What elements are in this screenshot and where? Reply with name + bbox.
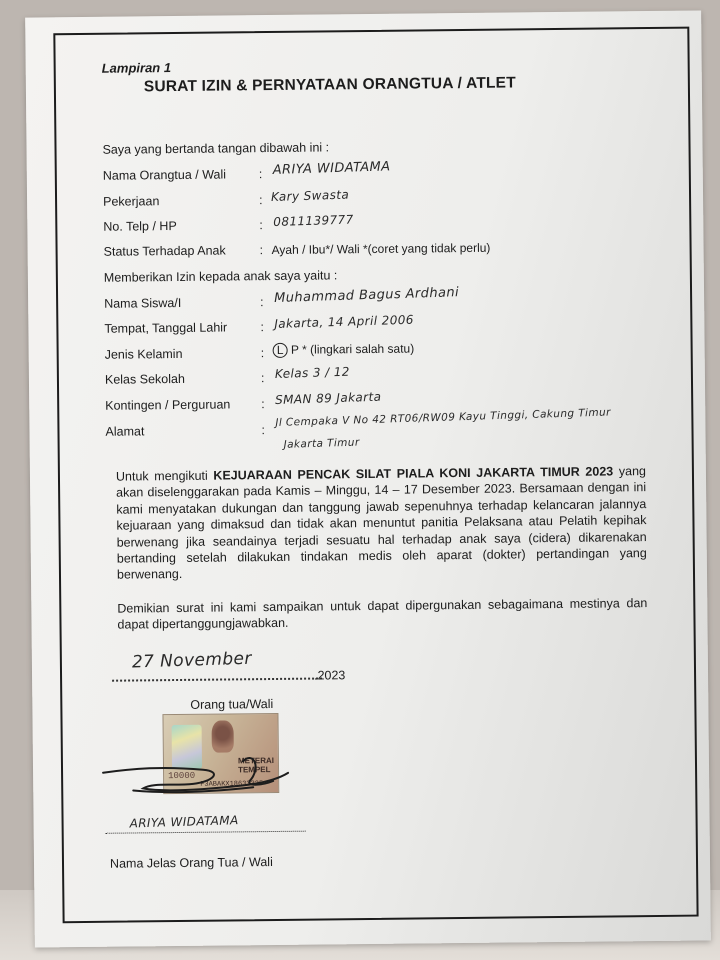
colon: : bbox=[258, 167, 263, 182]
closing-paragraph bbox=[117, 595, 647, 633]
field-value-gender bbox=[273, 342, 415, 358]
colon: : bbox=[260, 295, 264, 310]
colon: : bbox=[261, 397, 265, 412]
document-page bbox=[25, 10, 711, 947]
statement-body: yang akan diselenggarakan pada Kamis – Minggu, 14 – 17 Desember 2023. Bersamaan dengan ini kami menyatakan dukungan dan tanggung jawab sepenuhnya terhadap kelancaran jalannya kejuaraan yang dimaksud dan tidak akan menuntut panitia Pelaksana atau Pelatih kepihak berwenang jika seandainya terjadi sesuatu hal terhadap anak saya (cidera) dikarenakan bertanding setelah dilakukan tindakan medis oleh aparat (dokter) pertandingan yang berwenang. bbox=[116, 464, 647, 583]
field-label-parent-name: Nama Orangtua / Wali bbox=[102, 167, 227, 183]
colon: : bbox=[260, 346, 265, 361]
field-label-gender: Jenis Kelamin bbox=[104, 346, 183, 362]
gender-options: P * (lingkari salah satu) bbox=[290, 341, 415, 357]
colon: : bbox=[261, 423, 266, 438]
closing-text: Demikian surat ini kami sampaikan untuk dapat dipergunakan sebagaimana mestinya dan dapat dipertanggungjawabkan. bbox=[117, 596, 648, 633]
signature-scribble bbox=[93, 721, 294, 813]
colon: : bbox=[259, 218, 263, 233]
colon: : bbox=[259, 243, 264, 258]
field-value-phone: 0811139777 bbox=[273, 212, 354, 229]
field-value-parent-name: ARIYA WIDATAMA bbox=[272, 159, 391, 178]
signature-date: 27 November bbox=[131, 648, 253, 673]
field-value-birth: Jakarta, 14 April 2006 bbox=[274, 312, 415, 331]
field-value-occupation: Kary Swasta bbox=[270, 187, 350, 204]
field-label-status: Status Terhadap Anak bbox=[103, 243, 226, 259]
event-name: KEJUARAAN PENCAK SILAT PIALA KONI JAKARTA TIMUR 2023 bbox=[213, 464, 614, 483]
field-label-occupation: Pekerjaan bbox=[103, 194, 160, 209]
gender-circled-l: L bbox=[273, 343, 288, 358]
signer-name: ARIYA WIDATAMA bbox=[129, 813, 239, 831]
stamp-label-line1: METERAI bbox=[237, 756, 274, 766]
colon: : bbox=[260, 371, 265, 386]
stamp-label-line2: TEMPEL bbox=[237, 765, 271, 775]
permission-intro: Memberikan Izin kepada anak saya yaitu : bbox=[103, 268, 338, 285]
field-label-student-name: Nama Siswa/I bbox=[104, 295, 182, 311]
field-label-phone: No. Telp / HP bbox=[103, 218, 177, 234]
attachment-label: Lampiran 1 bbox=[101, 60, 172, 76]
statement-lead: Untuk mengikuti bbox=[115, 468, 208, 484]
colon: : bbox=[259, 193, 263, 208]
field-value-student-name: Muhammad Bagus Ardhani bbox=[273, 285, 460, 306]
field-value-contingent: SMAN 89 Jakarta bbox=[274, 389, 382, 407]
field-label-class: Kelas Sekolah bbox=[104, 371, 185, 387]
field-value-status: Ayah / Ibu*/ Wali *(coret yang tidak perlu) bbox=[271, 240, 491, 257]
signer-role: Orang tua/Wali bbox=[190, 697, 274, 712]
stamp-value: 10000 bbox=[168, 770, 196, 782]
field-label-birth: Tempat, Tanggal Lahir bbox=[104, 320, 228, 336]
colon: : bbox=[260, 320, 264, 335]
intro-text: Saya yang bertanda tangan dibawah ini : bbox=[102, 140, 330, 157]
document-title: SURAT IZIN & PERNYATAAN ORANGTUA / ATLET bbox=[143, 74, 516, 96]
statement-paragraph bbox=[116, 463, 647, 583]
field-label-contingent: Kontingen / Perguruan bbox=[105, 397, 231, 413]
field-label-address: Alamat bbox=[105, 424, 145, 439]
signature-year: .2023 bbox=[313, 668, 346, 683]
field-value-class: Kelas 3 / 12 bbox=[274, 364, 351, 381]
signer-name-label: Nama Jelas Orang Tua / Wali bbox=[109, 855, 273, 871]
field-value-address: Jl Cempaka V No 42 RT06/RW09 Kayu Tinggi, Cakung Timur bbox=[275, 406, 611, 429]
field-value-address-line2: Jakarta Timur bbox=[283, 436, 360, 451]
stamp-serial: F3ABAKX18633335 bbox=[200, 780, 264, 789]
